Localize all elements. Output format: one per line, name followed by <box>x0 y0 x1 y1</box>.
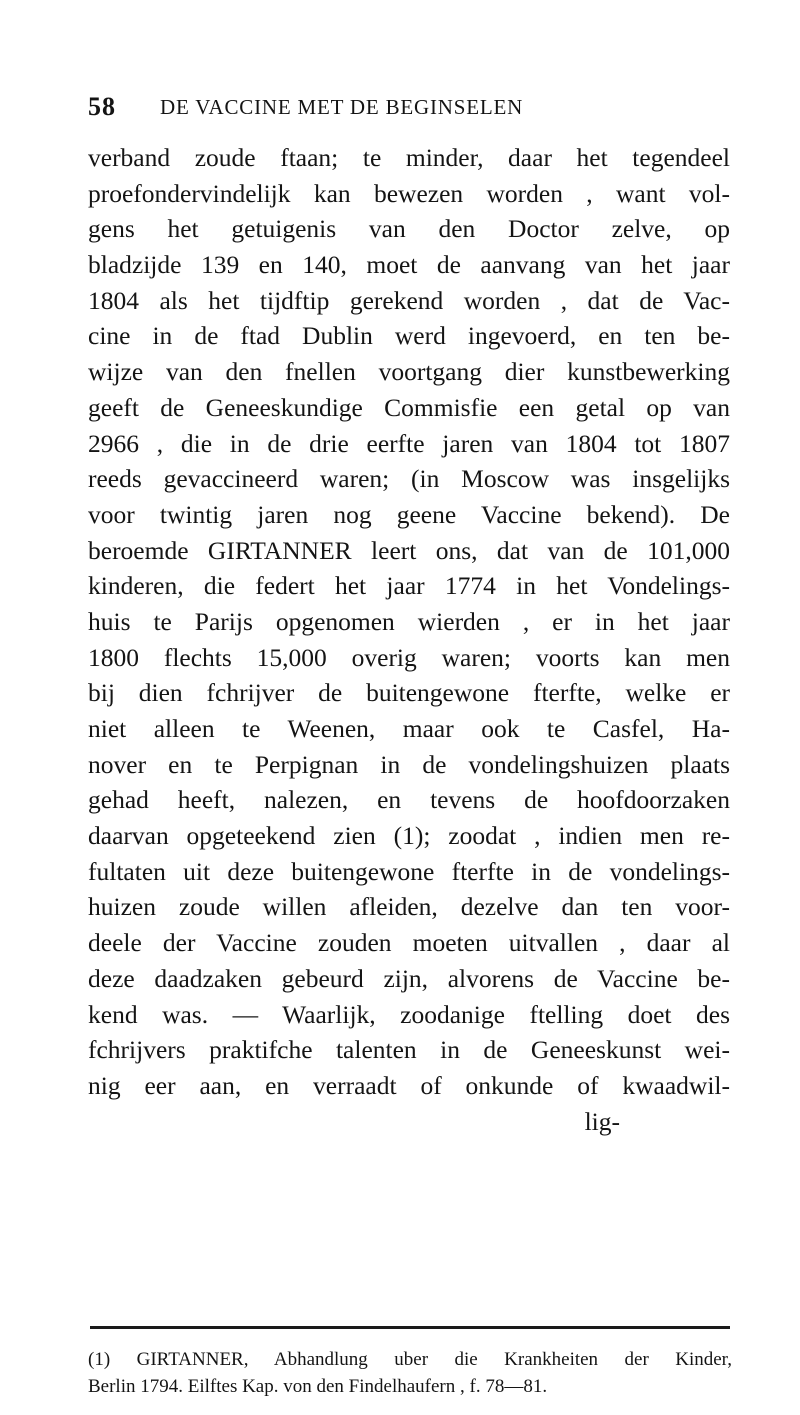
text-line: wijze van den fnellen voortgang dier kunstbewerking <box>88 357 730 387</box>
text-line: deele der Vaccine zouden moeten uitvallen , daar al <box>88 928 730 958</box>
text-line: gens het getuigenis van den Doctor zelve, op <box>88 214 730 244</box>
text-line: huizen zoude willen afleiden, dezelve dan ten voor- <box>88 892 730 922</box>
text-line: niet alleen te Weenen, maar ook te Casfel, Ha- <box>88 714 730 743</box>
text-line: daarvan opgeteekend zien (1); zoodat , indien men re- <box>88 821 730 851</box>
body-text <box>88 140 730 1139</box>
text-line: reeds gevaccineerd waren; (in Moscow was insgelijks <box>88 464 730 494</box>
text-line: 1804 als het tijdftip gerekend worden , dat de Vac- <box>88 285 730 315</box>
footnote-line: Berlin 1794. Eilftes Kap. von den Findelhaufern , f. 78—81. <box>88 1376 548 1397</box>
text-line: bij dien fchrijver de buitengewone fterfte, welke er <box>88 678 730 708</box>
text-line: 2966 , die in de drie eerfte jaren van 1804 tot 1807 <box>88 428 730 458</box>
text-line: geeft de Geneeskundige Commisfie een getal op van <box>88 392 730 422</box>
page-number: 58 <box>88 92 116 121</box>
catchword: lig- <box>584 1106 620 1136</box>
text-line: nig eer aan, en verraadt of onkunde of kwaadwil- <box>88 1070 730 1100</box>
text-line: proefondervindelijk kan bewezen worden , want vol- <box>88 178 730 208</box>
footnote-rule <box>90 1326 730 1329</box>
text-line: beroemde GIRTANNER leert ons, dat van de 101,000 <box>88 535 730 565</box>
text-line: fchrijvers praktifche talenten in de Geneeskunst wei- <box>88 1035 730 1065</box>
text-line: voor twintig jaren nog geene Vaccine bekend). De <box>88 499 730 529</box>
text-line: cine in de ftad Dublin werd ingevoerd, en ten be- <box>88 321 730 351</box>
footnote <box>88 1346 732 1400</box>
text-line: deze daadzaken gebeurd zijn, alvorens de Vaccine be- <box>88 963 730 993</box>
text-line: huis te Parijs opgenomen wierden , er in het jaar <box>88 606 730 636</box>
text-line: bladzijde 139 en 140, moet de aanvang van het jaar <box>88 250 730 280</box>
running-head <box>88 92 728 126</box>
text-line: fultaten uit deze buitengewone fterfte in de vondelings- <box>88 856 730 886</box>
running-title: DE VACCINE MET DE BEGINSELEN <box>160 95 524 119</box>
text-line: kend was. — Waarlijk, zoodanige ftelling doet des <box>88 999 730 1029</box>
text-line: kinderen, die federt het jaar 1774 in het Vondelings- <box>88 571 730 601</box>
text-line: gehad heeft, nalezen, en tevens de hoofdoorzaken <box>88 785 730 815</box>
text-line: nover en te Perpignan in de vondelingshuizen plaats <box>88 749 730 779</box>
text-line: 1800 flechts 15,000 overig waren; voorts kan men <box>88 642 730 672</box>
footnote-line: (1) GIRTANNER, Abhandlung uber die Krankheiten der Kinder, <box>88 1349 732 1370</box>
text-line: verband zoude ftaan; te minder, daar het tegendeel <box>88 143 730 172</box>
